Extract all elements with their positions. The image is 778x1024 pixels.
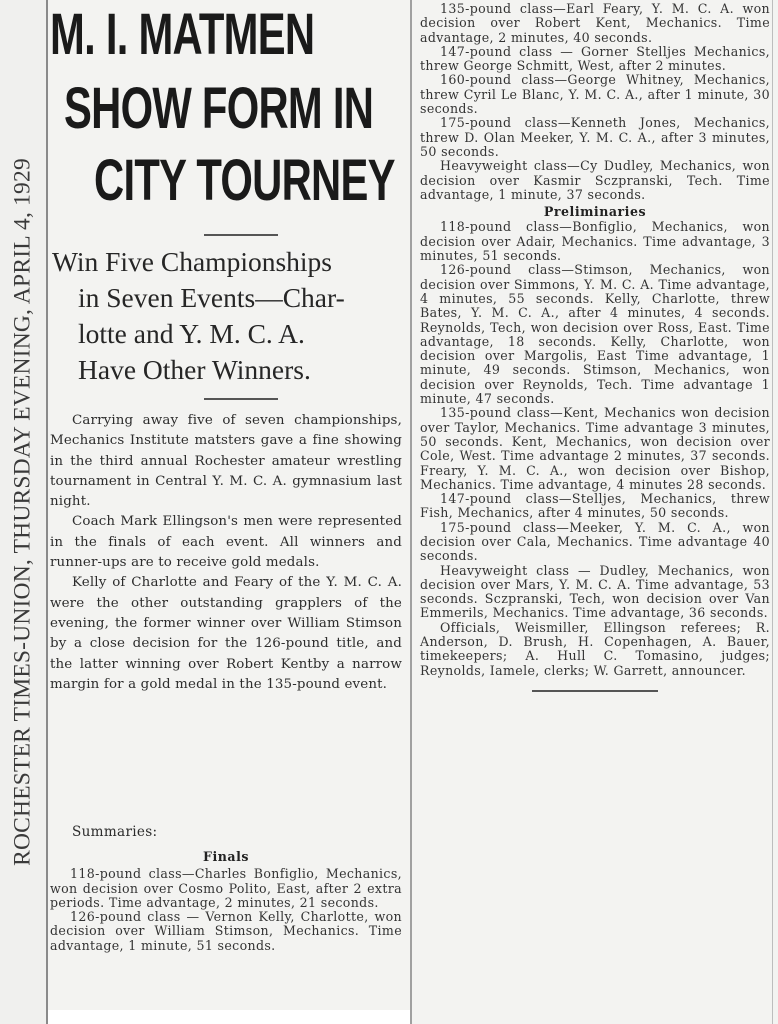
subheadline-deck — [52, 244, 404, 388]
result-entry: 126-pound class — Vernon Kelly, Charlotte, won decision over William Stimson, Mechanics. Time advantage, 1 minute, 51 seconds. — [50, 909, 402, 953]
divider-rule — [204, 398, 278, 400]
article-paragraph: Carrying away five of seven championships, Mechanics Institute matsters gave a fine showing in the third annual Rochester amateur wrestling tournament in Central Y. M. C. A. gymnasium last night. — [50, 413, 402, 510]
result-entry: 160-pound class—George Whitney, Mechanics, threw Cyril Le Blanc, Y. M. C. A., after 1 minute, 30 seconds. — [420, 72, 770, 117]
end-rule — [532, 690, 658, 692]
column-rule-right — [772, 0, 773, 1024]
deck-line: in Seven Events—Char- — [78, 282, 345, 313]
finals-heading: Finals — [203, 849, 249, 864]
finals-section — [50, 850, 402, 953]
result-entry: Heavyweight class—Cy Dudley, Mechanics, won decision over Kasmir Sczpranski, Tech. Time advantage, 1 minute, 37 seconds. — [420, 158, 770, 202]
column-rule-middle — [410, 0, 412, 1024]
result-entry: 118-pound class—Charles Bonfiglio, Mechanics, won decision over Cosmo Polito, East, after 2 extra periods. Time advantage, 2 minutes, 21 seconds. — [50, 866, 402, 910]
deck-line: lotte and Y. M. C. A. — [78, 318, 305, 349]
column-rule-left — [46, 0, 48, 1024]
result-entry: 175-pound class—Meeker, Y. M. C. A., won decision over Cala, Mechanics. Time advantage 40 seconds. — [420, 519, 770, 564]
deck-line: Win Five Championships — [52, 246, 333, 277]
result-entry: 126-pound class—Stimson, Mechanics, won decision over Simmons, Y. M. C. A. Time advantage, 4 minutes, 55 seconds. Kelly, Charlotte, threw Bates, Y. M. C. A., after 4 minutes, 4 seconds. Reynolds, Tech, won decision over Ross, East. Time advantage, 18 seconds. Kelly, Charlotte, won decision over Margolis, East Time advantage, 1 minute, 49 seconds. Stimson, Mechanics, won decision over Reynolds, Tech. Time advantage 1 minute, 47 seconds. — [420, 262, 770, 407]
article-paragraph: Kelly of Charlotte and Feary of the Y. M. C. A. were the other outstanding grapplers of the evening, the former winner over William Stimson by a close decision for the 126-pound title, and the latter winning over Robert Kentby a narrow margin for a gold medal in the 135-pound event. — [50, 575, 402, 692]
result-entry: 135-pound class—Kent, Mechanics won decision over Taylor, Mechanics. Time advantage 3 minutes, 50 seconds. Kent, Mechanics, won decision over Cole, West. Time advantage 2 minutes, 37 seconds. Freary, Y. M. C. A., won decision over Bishop, Mechanics. Time advantage, 4 minutes 28 seconds. — [420, 405, 770, 492]
result-entry: 147-pound class — Gorner Stelljes Mechanics, threw George Schmitt, West, after 2 minutes. — [420, 43, 770, 74]
divider-rule — [204, 234, 278, 236]
article-paragraph: Coach Mark Ellingson's men were represented in the finals of each event. All winners and runner-ups are to receive gold medals. — [50, 514, 402, 571]
preliminaries-heading: Preliminaries — [543, 204, 647, 220]
officials-paragraph: Officials, Weismiller, Ellingson referees; R. Anderson, D. Brush, H. Copenhagen, A. Bauer, timekeepers; A. Hull C. Tomasino, judges; Reynolds, Iamele, clerks; W. Garrett, announcer. — [420, 619, 770, 678]
headline-line-2: SHOW FORM IN — [64, 76, 374, 141]
masthead-dateline: ROCHESTER TIMES-UNION, THURSDAY EVENING, APRIL 4, 1929 — [9, 158, 36, 866]
article-body — [50, 411, 402, 695]
deck-line: Have Other Winners. — [78, 354, 311, 385]
result-entry: Heavyweight class — Dudley, Mechanics, won decision over Mars, Y. M. C. A. Time advantage, 53 seconds. Sczpranski, Tech, won decision over Van Emmerils, Mechanics. Time advantage, 36 seconds. — [420, 562, 770, 621]
headline-line-1: M. I. MATMEN — [50, 2, 315, 67]
spacer — [420, 678, 770, 690]
summaries-label: Summaries: — [72, 824, 158, 840]
results-continued — [420, 2, 770, 692]
masthead-strip — [0, 0, 46, 1024]
page-bottom-margin — [48, 1010, 410, 1024]
result-entry: 175-pound class—Kenneth Jones, Mechanics, threw D. Olan Meeker, Y. M. C. A., after 3 minutes, 50 seconds. — [420, 115, 770, 159]
result-entry: 147-pound class—Stelljes, Mechanics, threw Fish, Mechanics, after 4 minutes, 50 seconds. — [420, 491, 770, 521]
headline-line-3: CITY TOURNEY — [94, 148, 395, 213]
result-entry: 118-pound class—Bonfiglio, Mechanics, won decision over Adair, Mechanics. Time advantage, 3 minutes, 51 seconds. — [420, 219, 770, 264]
result-entry: 135-pound class—Earl Feary, Y. M. C. A. won decision over Robert Kent, Mechanics. Time advantage, 2 minutes, 40 seconds. — [420, 1, 770, 45]
